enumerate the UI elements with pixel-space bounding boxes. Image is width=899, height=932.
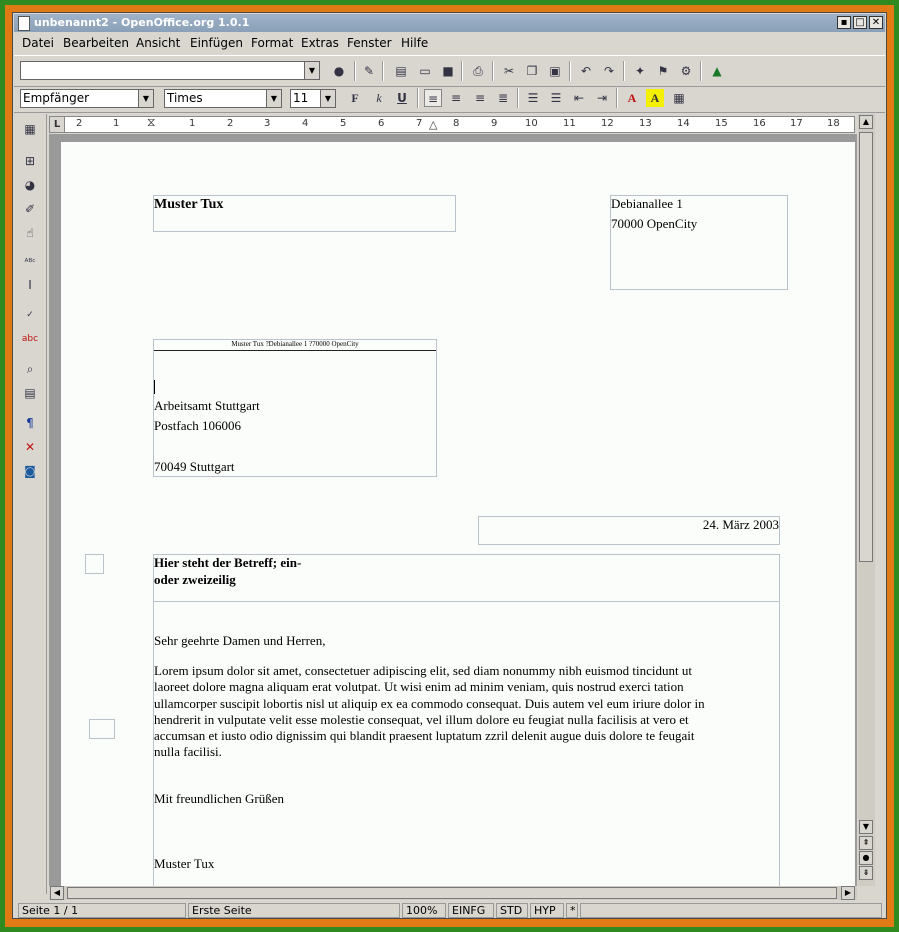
- auto-spellcheck-icon[interactable]: abc: [21, 334, 39, 344]
- status-insert-mode[interactable]: EINFG: [448, 903, 494, 918]
- gallery-icon[interactable]: ▲: [712, 64, 722, 78]
- paragraph-style-select[interactable]: Empfänger ▼: [20, 89, 154, 108]
- bullets-icon[interactable]: ☰: [550, 91, 562, 105]
- align-left-icon[interactable]: ≡: [424, 89, 442, 107]
- horizontal-scrollbar[interactable]: [49, 886, 857, 900]
- data-source-icon[interactable]: ▤: [24, 386, 36, 400]
- letter-page[interactable]: [61, 142, 855, 886]
- ruler-tick: 13: [639, 118, 652, 129]
- sender-city: 70000 OpenCity: [611, 216, 698, 231]
- menu-ansicht[interactable]: Ansicht: [136, 36, 181, 50]
- status-page-style[interactable]: Erste Seite: [188, 903, 400, 918]
- bold-button[interactable]: F: [351, 91, 359, 105]
- body-line: hendrerit in vulputate velit esse molestie consequat, vel illum dolore eu feugiat nulla facilisis at vero et: [154, 711, 689, 727]
- ruler-tick: 6: [378, 118, 385, 129]
- scroll-down-icon[interactable]: ▼: [859, 820, 873, 834]
- undo-icon[interactable]: ↶: [580, 64, 592, 78]
- status-page[interactable]: Seite 1 / 1: [18, 903, 186, 918]
- menu-format[interactable]: Format: [251, 36, 294, 50]
- url-field[interactable]: [20, 61, 320, 80]
- numbering-icon[interactable]: ☰: [527, 91, 539, 105]
- ruler-tick: 16: [753, 118, 766, 129]
- body-line: laoreet dolore magna aliquam erat volutpat. Ut wisi enim ad minim veniam, quis nostrud exerci tation: [154, 679, 684, 695]
- spellcheck-icon[interactable]: ✓: [26, 310, 34, 320]
- previous-page-icon[interactable]: ⇞: [859, 836, 873, 850]
- ruler-tick: 15: [715, 118, 728, 129]
- openoffice-window: [12, 12, 887, 919]
- recipient-line1: Arbeitsamt Stuttgart: [154, 398, 260, 413]
- body-line: nulla facilisi.: [154, 744, 222, 760]
- menu-extras[interactable]: Extras: [301, 36, 339, 50]
- paste-icon[interactable]: ▣: [549, 64, 561, 78]
- minimize-button[interactable]: ▪: [837, 16, 851, 29]
- stylist-icon[interactable]: ⚑: [657, 64, 669, 78]
- fold-mark-top: [85, 554, 104, 574]
- chevron-down-icon[interactable]: ▼: [304, 62, 319, 79]
- form-controls-icon[interactable]: ☝: [26, 226, 34, 240]
- toolbar-separator: [623, 61, 625, 81]
- sender-name-frame: [153, 195, 456, 232]
- ruler-tick: 17: [790, 118, 803, 129]
- formatting-toolbar: [14, 86, 885, 113]
- subject-line2: oder zweizeilig: [154, 572, 236, 587]
- decrease-indent-icon[interactable]: ⇤: [573, 91, 585, 105]
- closing: Mit freundlichen Grüßen: [154, 791, 284, 806]
- font-name-select[interactable]: Times ▼: [164, 89, 282, 108]
- ruler-tick: 2: [227, 118, 234, 129]
- horizontal-ruler[interactable]: [49, 116, 855, 133]
- align-right-icon[interactable]: ≡: [474, 91, 486, 105]
- toolbar-separator: [616, 88, 618, 108]
- open-folder-icon[interactable]: ▭: [419, 64, 431, 78]
- menu-datei[interactable]: Datei: [22, 36, 55, 50]
- subject-line1: Hier steht der Betreff; ein-: [154, 555, 302, 570]
- font-size-select[interactable]: 11 ▼: [290, 89, 336, 108]
- increase-indent-icon[interactable]: ⇥: [596, 91, 608, 105]
- ruler-tick: 18: [827, 118, 840, 129]
- toolbar-separator: [492, 61, 494, 81]
- insert-object-icon[interactable]: ◕: [24, 178, 36, 192]
- nonprinting-chars-icon[interactable]: ¶: [26, 416, 34, 430]
- ruler-tick: 8: [453, 118, 460, 129]
- underline-button[interactable]: U: [397, 91, 407, 105]
- ruler-tick: 1: [113, 118, 120, 129]
- data-sources-icon[interactable]: ⚙: [680, 64, 692, 78]
- align-justify-icon[interactable]: ≣: [497, 91, 509, 105]
- edit-file-icon[interactable]: ✎: [363, 64, 375, 78]
- italic-button[interactable]: k: [376, 91, 382, 105]
- ruler-tick: 9: [491, 118, 498, 129]
- redo-icon[interactable]: ↷: [603, 64, 615, 78]
- vertical-scrollbar[interactable]: [858, 114, 875, 886]
- toolbar-separator: [382, 61, 384, 81]
- chevron-down-icon[interactable]: ▼: [320, 90, 335, 107]
- status-modified: *: [566, 903, 578, 918]
- save-icon[interactable]: ■: [442, 64, 454, 78]
- background-color-icon[interactable]: ▦: [673, 91, 685, 105]
- return-address: Muster Tux ?Debianallee 1 ?70000 OpenCity: [154, 340, 436, 351]
- sender-street: Debianallee 1: [611, 196, 683, 211]
- scroll-right-icon[interactable]: ▶: [841, 886, 855, 900]
- align-center-icon[interactable]: ≡: [450, 91, 462, 105]
- fold-mark-middle: [89, 719, 115, 739]
- letter-body-frame: [153, 554, 780, 886]
- body-line: ullamcorper suscipit lobortis nisl ut aliquip ex ea commodo consequat. Duis autem vel eum iriure dolor in: [154, 695, 705, 711]
- status-bar: [14, 902, 885, 919]
- status-selection-mode[interactable]: STD: [496, 903, 528, 918]
- status-info: [580, 903, 882, 918]
- toolbar-separator: [417, 88, 419, 108]
- text-cursor: [154, 380, 155, 394]
- toolbar-separator: [517, 88, 519, 108]
- cut-icon[interactable]: ✂: [503, 64, 515, 78]
- ruler-tick: 10: [525, 118, 538, 129]
- print-icon[interactable]: ⎙: [473, 64, 483, 78]
- autocomplete-icon[interactable]: ᴬᴮᶜ: [24, 258, 36, 268]
- insert-fields-icon[interactable]: ⊞: [24, 154, 36, 168]
- date-frame: [478, 516, 780, 545]
- ruler-tick: 3: [264, 118, 271, 129]
- ruler-tick: 5: [340, 118, 347, 129]
- status-zoom[interactable]: 100%: [402, 903, 446, 918]
- menu-einfuegen[interactable]: Einfügen: [190, 36, 243, 50]
- menu-bearbeiten[interactable]: Bearbeiten: [63, 36, 129, 50]
- letter-date: 24. März 2003: [702, 517, 779, 532]
- find-replace-icon[interactable]: ⌕: [26, 362, 34, 376]
- ruler-tick: 2: [76, 118, 83, 129]
- chevron-down-icon[interactable]: ▼: [138, 90, 153, 107]
- body-paragraph[interactable]: [154, 663, 705, 761]
- signature: Muster Tux: [154, 856, 215, 871]
- navigation-icon[interactable]: ●: [859, 851, 873, 865]
- online-layout-icon[interactable]: ◙: [24, 464, 36, 478]
- navigator-icon[interactable]: ✦: [634, 64, 646, 78]
- salutation: Sehr geehrte Damen und Herren,: [154, 633, 326, 648]
- new-document-icon[interactable]: ▤: [395, 64, 407, 78]
- recipient-address-frame: [153, 339, 437, 477]
- indent-marker-icon[interactable]: ⧖: [147, 115, 156, 129]
- sender-name: Muster Tux: [154, 197, 224, 212]
- insert-table-icon[interactable]: ▦: [24, 122, 36, 136]
- scroll-left-icon[interactable]: ◀: [50, 886, 64, 900]
- document-icon: [18, 16, 30, 31]
- chevron-down-icon[interactable]: ▼: [266, 90, 281, 107]
- right-margin-marker-icon[interactable]: △: [429, 118, 438, 131]
- stop-loading-icon[interactable]: ●: [333, 64, 345, 78]
- draw-functions-icon[interactable]: ✐: [24, 202, 36, 216]
- body-line: accumsan et iusto odio dignissim qui blandit praesent luptatum zzril delenit augue duis dolore te feugait: [154, 728, 695, 744]
- toolbar-separator: [354, 61, 356, 81]
- vertical-scroll-thumb[interactable]: [859, 132, 873, 562]
- ruler-tick: 4: [302, 118, 309, 129]
- function-toolbar: [14, 55, 885, 87]
- toolbar-separator: [700, 61, 702, 81]
- close-button[interactable]: ✕: [869, 16, 883, 29]
- next-page-icon[interactable]: ⇟: [859, 866, 873, 880]
- font-color-icon[interactable]: A: [627, 91, 637, 105]
- graphics-off-icon[interactable]: ✕: [24, 440, 36, 454]
- ruler-tick: 1: [189, 118, 196, 129]
- horizontal-scroll-thumb[interactable]: [67, 887, 837, 899]
- ruler-tick: 12: [601, 118, 614, 129]
- main-toolbar: [14, 114, 47, 894]
- recipient-line3: 70049 Stuttgart: [154, 459, 235, 474]
- toolbar-separator: [461, 61, 463, 81]
- menu-hilfe[interactable]: Hilfe: [401, 36, 429, 50]
- scroll-up-icon[interactable]: ▲: [859, 115, 873, 129]
- window-title: unbenannt2 - OpenOffice.org 1.0.1: [34, 16, 250, 29]
- status-hyperlink-mode[interactable]: HYP: [530, 903, 564, 918]
- body-line: Lorem ipsum dolor sit amet, consectetuer adipiscing elit, sed diam nonummy nibh euismod tincidunt ut: [154, 663, 692, 678]
- highlight-icon[interactable]: A: [646, 89, 664, 107]
- copy-icon[interactable]: ❐: [526, 64, 538, 78]
- ruler-tick: 14: [677, 118, 690, 129]
- menu-fenster[interactable]: Fenster: [347, 36, 392, 50]
- ruler-tick: 7: [416, 118, 423, 129]
- sender-address-frame: [610, 195, 788, 290]
- document-area: [49, 134, 857, 886]
- title-bar[interactable]: [14, 14, 885, 32]
- maximize-button[interactable]: □: [853, 16, 867, 29]
- subject-divider: [154, 601, 779, 602]
- text-cursor-icon[interactable]: I: [28, 278, 32, 292]
- menu-bar: [14, 33, 885, 53]
- toolbar-separator: [569, 61, 571, 81]
- recipient-line2: Postfach 106006: [154, 418, 242, 433]
- ruler-tick: 11: [563, 118, 576, 129]
- tab-stop-type-icon[interactable]: L: [50, 117, 65, 132]
